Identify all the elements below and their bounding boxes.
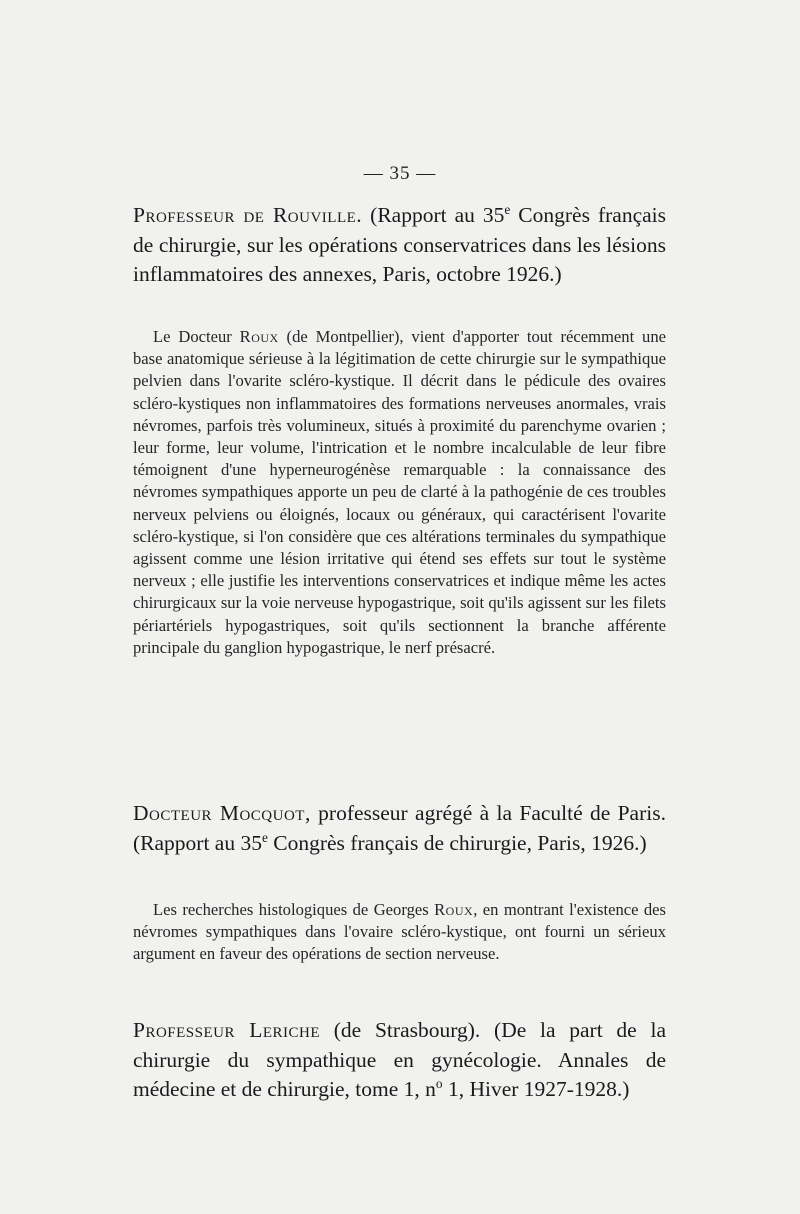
body-text: , en montrant l'existence des névromes sympathiques dans l'ovaire scléro-kystique, ont fourni un sérieux argument en faveur des opérations de section nerveuse.	[133, 900, 667, 964]
entry-reference-rest: Congrès français de chirurgie, sur les opérations conservatrices dans les lésions inflammatoires des annexes, Paris, octobre 1926.)	[133, 203, 667, 286]
entry-author: Professeur de Rouville.	[133, 203, 363, 227]
ordinal-suffix: e	[261, 829, 268, 845]
body-cited-name: Roux	[434, 900, 474, 919]
entry-reference: (de Strasbourg). (De la part de la chirurgie du sympathique en gynécologie. Annales de médecine et de chirurgie, tome 1, n	[133, 1018, 666, 1101]
body-lead: Les recherches histologiques de Georges	[153, 900, 435, 919]
entry-reference-rest: 1, Hiver 1927-1928.)	[442, 1077, 630, 1101]
entry-reference-rest: Congrès français de chirurgie, Paris, 1926.)	[267, 830, 647, 855]
page-number: — 35 —	[363, 163, 437, 184]
entry-reference: professeur agrégé à la Faculté de Paris. (Rapport au 35	[133, 801, 666, 855]
entry-reference: (Rapport au 35	[370, 203, 505, 227]
entry-author: Professeur Leriche	[133, 1018, 321, 1042]
entry-heading-mocquot	[133, 799, 666, 858]
entry-heading-leriche	[133, 1016, 666, 1105]
entry-author: Docteur Mocquot,	[133, 801, 311, 825]
entry-heading-rouville	[133, 201, 666, 290]
body-lead: Le Docteur	[153, 327, 240, 346]
entry-body-rouville	[133, 326, 666, 659]
ordinal-suffix: e	[504, 201, 511, 217]
body-text: (de Montpellier), vient d'apporter tout récemment une base anatomique sérieuse à la légitimation de cette chirurgie sur le sympathique pelvien dans l'ovarite scléro-kystique. Il décrit dans le pédicule des ovaires scléro-kystiques non inflammatoires des formations nerveuses anormales, vrais névromes, parfois très volumineux, situés à proximité du parenchyme ovarien ; leur forme, leur volume, l'intrication et le nombre incalculable de leur fibre témoignent d'une hyperneurogénèse remarquable : la connaissance des névromes sympathiques apporte un peu de clarté à la pathogénie de ces troubles nerveux pelviens ou éloignés, locaux ou généraux, qui caractérisent l'ovarite scléro-kystique, si l'on considère que ces altérations terminales du sympathique agissent comme une lésion irritative qui étend ses effets sur tout le système nerveux ; elle justifie les interventions conservatrices et indique même les actes chirurgicaux sur la voie nerveuse hypogastrique, soit qu'ils agissent sur les filets périartériels hypogastriques, soit qu'ils sectionnent la branche afférente principale du ganglion hypogastrique, le nerf présacré.	[133, 327, 666, 657]
ordinal-suffix: o	[435, 1075, 443, 1091]
entry-body-mocquot	[133, 899, 666, 966]
body-cited-name: Roux	[239, 327, 279, 346]
